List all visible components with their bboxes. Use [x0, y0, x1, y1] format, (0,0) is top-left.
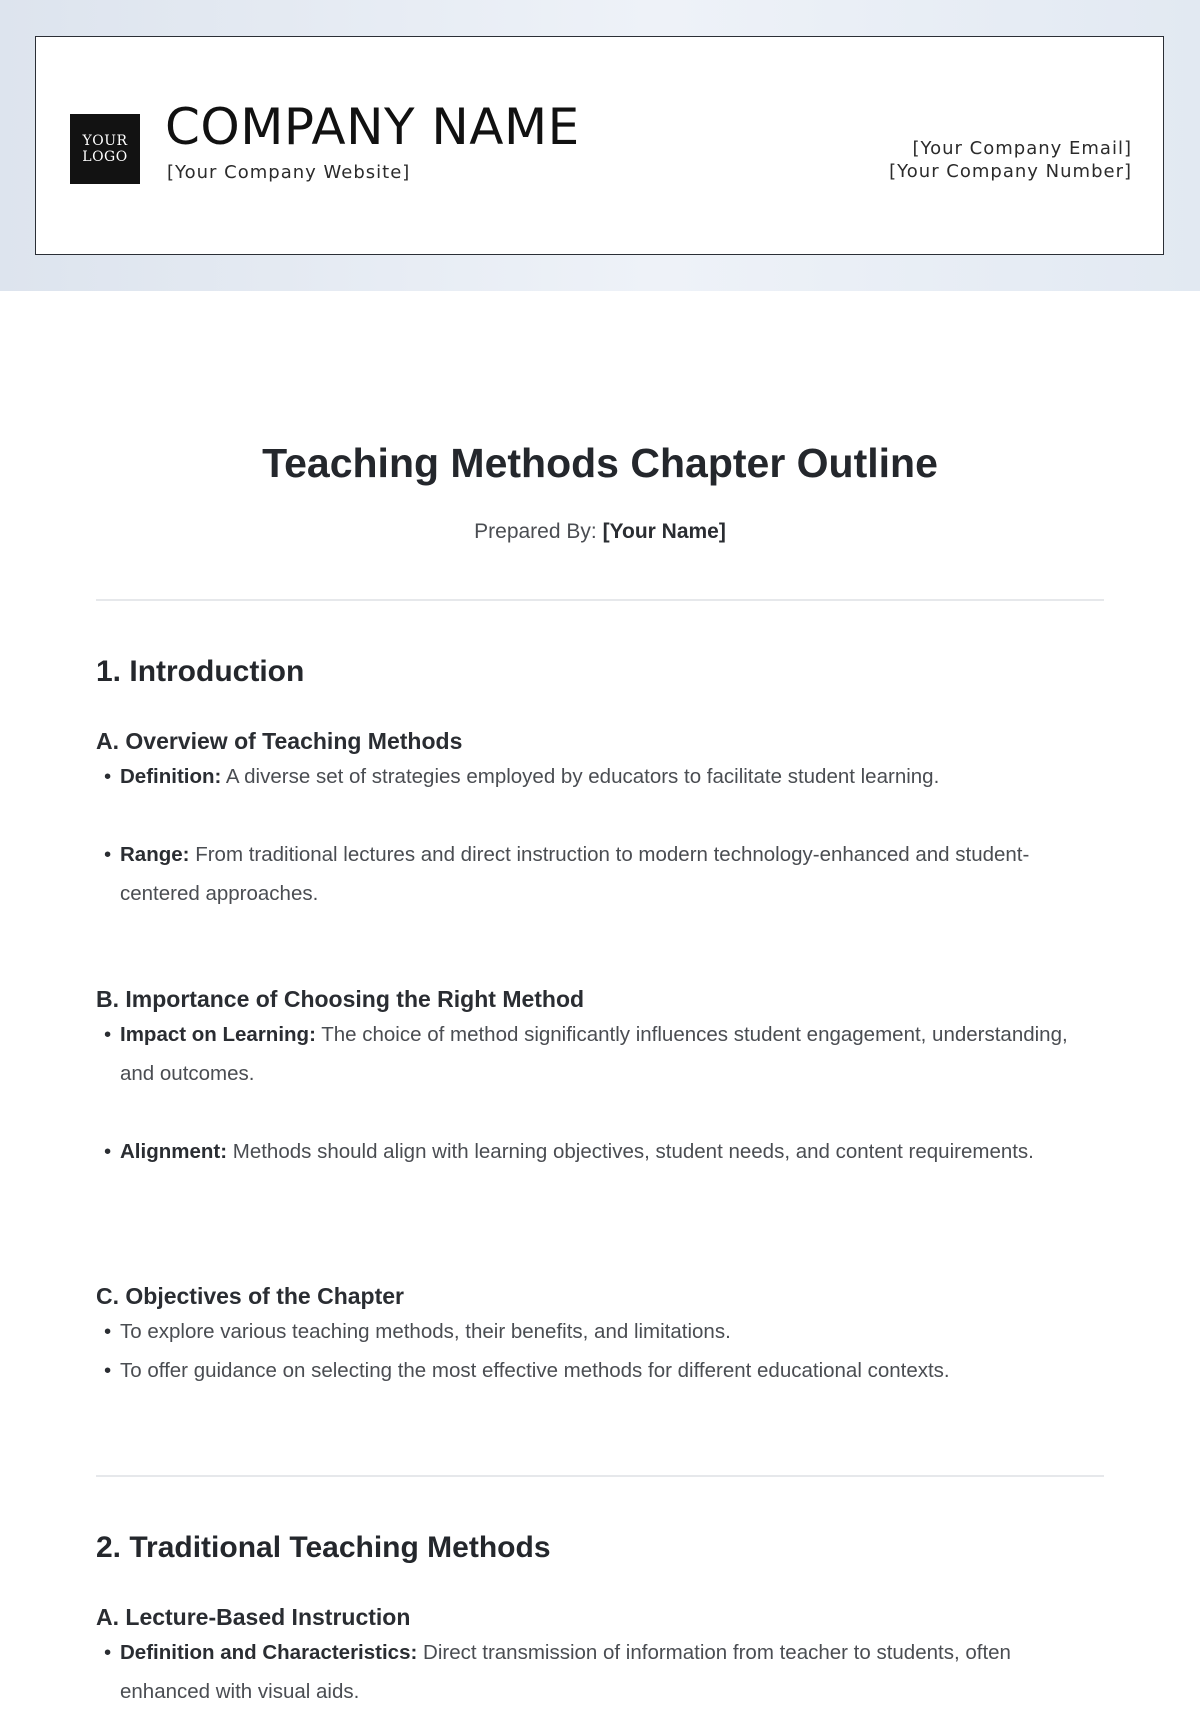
company-website: [Your Company Website]	[167, 162, 411, 183]
list-item: • To offer guidance on selecting the most effective methods for different educational contexts.	[104, 1351, 1094, 1390]
page-title: Teaching Methods Chapter Outline	[262, 440, 938, 486]
company-header	[35, 36, 1164, 255]
bullet-text: From traditional lectures and direct instruction to modern technology-enhanced and student-centered approaches.	[120, 843, 1030, 905]
bullet-label: Range:	[120, 843, 190, 866]
bullet-text: A diverse set of strategies employed by educators to facilitate student learning.	[225, 765, 940, 788]
list-item: • Impact on Learning: The choice of method significantly influences student engagement, understanding, and outcomes.	[104, 1023, 1068, 1085]
subsection-heading: A. Lecture-Based Instruction	[96, 1604, 411, 1630]
bullet-label: Definition and Characteristics:	[120, 1641, 418, 1664]
prepared-by-label: Prepared By:	[474, 520, 597, 543]
list-item: • Definition and Characteristics: Direct transmission of information from teacher to students, often enhanced with visual aids.	[104, 1641, 1011, 1703]
company-contact	[889, 137, 1132, 183]
company-number: [Your Company Number]	[889, 161, 1132, 182]
bullet-label: Definition:	[120, 765, 222, 788]
section-heading: 2. Traditional Teaching Methods	[96, 1531, 551, 1564]
bullet-text: Methods should align with learning objectives, student needs, and content requirements.	[232, 1140, 1034, 1163]
list-item: • Range: From traditional lectures and direct instruction to modern technology-enhanced and student-centered approaches.	[104, 843, 1030, 905]
company-logo	[70, 114, 140, 184]
bullet-label: Alignment:	[120, 1140, 228, 1163]
list-item: • Alignment: Methods should align with learning objectives, student needs, and content requirements.	[104, 1140, 1034, 1163]
section-divider	[96, 1475, 1104, 1477]
logo-line-1: YOUR	[82, 133, 128, 149]
bullet-label: Impact on Learning:	[120, 1023, 316, 1046]
subsection-heading: A. Overview of Teaching Methods	[96, 728, 463, 754]
prepared-by-value: [Your Name]	[602, 520, 726, 543]
bullet-text: To offer guidance on selecting the most effective methods for different educational contexts.	[120, 1359, 950, 1382]
subsection-heading: B. Importance of Choosing the Right Method	[96, 986, 585, 1012]
section-heading: 1. Introduction	[96, 655, 305, 688]
list-item: • Definition: A diverse set of strategies employed by educators to facilitate student learning.	[104, 765, 940, 788]
bullet-text: To explore various teaching methods, their benefits, and limitations.	[120, 1320, 731, 1343]
prepared-by	[96, 520, 1104, 544]
list-item: • To explore various teaching methods, their benefits, and limitations.	[104, 1312, 1094, 1351]
logo-line-2: LOGO	[82, 149, 128, 165]
company-email: [Your Company Email]	[912, 138, 1132, 159]
bullet-text: The choice of method significantly influences student engagement, understanding, and outcomes.	[120, 1023, 1068, 1085]
section-divider	[96, 599, 1104, 601]
company-name: COMPANY NAME	[165, 98, 580, 156]
bullet-text: Direct transmission of information from teacher to students, often enhanced with visual aids.	[120, 1641, 1011, 1703]
subsection-heading: C. Objectives of the Chapter	[96, 1283, 405, 1309]
